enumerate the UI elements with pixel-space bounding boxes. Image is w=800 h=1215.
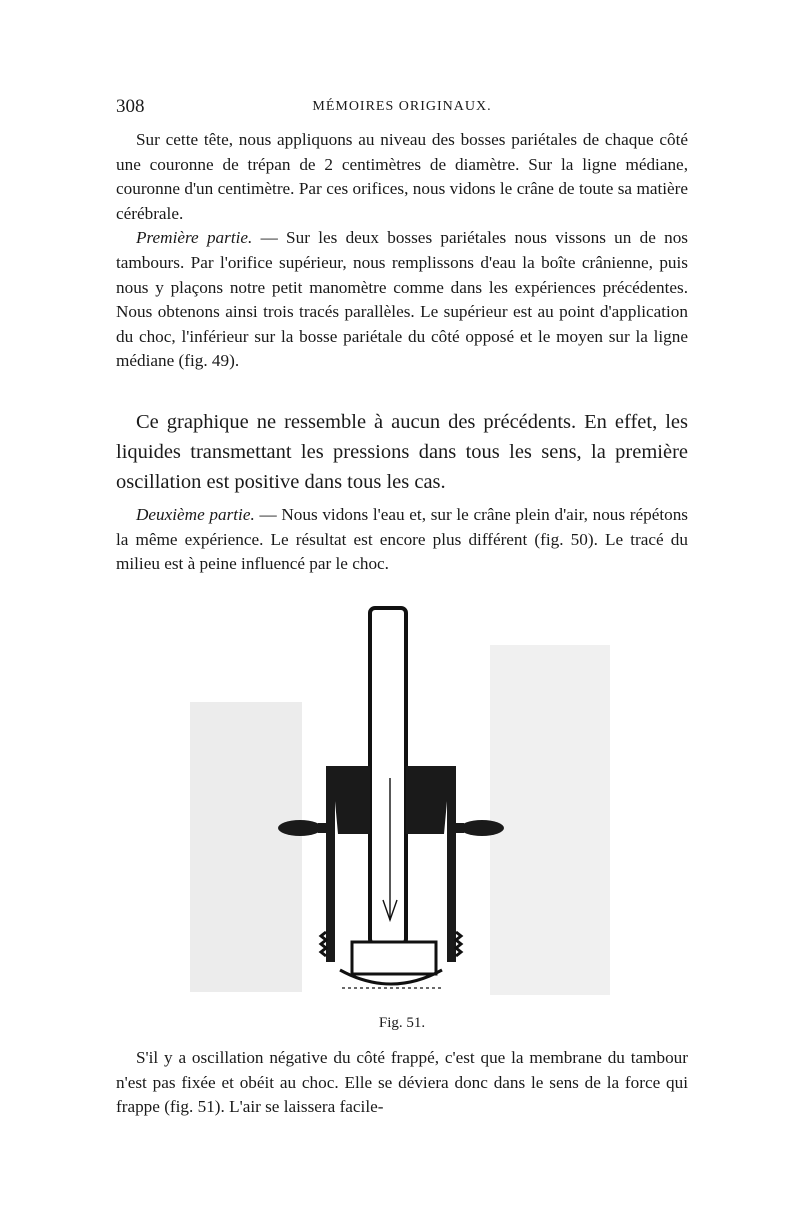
left-knob-stem [318, 823, 328, 833]
paragraph-deuxieme-text: — Nous vidons l'eau et, sur le crâne plein d'air, nous répétons la même expérience. Le résultat est encore plus différent (fig. 50). Le tracé du milieu est à peine influencé par le choc. [116, 505, 689, 574]
running-title: MÉMOIRES ORIGINAUX. [312, 99, 492, 114]
page-header [116, 96, 688, 120]
background-panel-left [190, 702, 302, 992]
text-block-deuxieme [116, 503, 688, 577]
figure-caption: Fig. 51. [378, 1015, 426, 1031]
right-knob [460, 820, 504, 836]
paragraph-premiere-partie [116, 226, 688, 374]
right-knob-stem [454, 823, 464, 833]
section-heading-deuxieme: Deuxième partie. [136, 505, 255, 524]
vessel-left-wall [326, 766, 335, 962]
figure-51 [190, 590, 610, 1000]
paragraph-trepan: Sur cette tête, nous appliquons au niveau des bosses pariétales de chaque côté une couronne de trépan de 2 centimètres de diamètre. Sur la ligne médiane, couronne d'un centimètre. Par ces orifices, nous vidons le crâne de toute sa matière cérébrale. [116, 130, 688, 223]
tambour-diagram [190, 590, 610, 1000]
background-panel-right [490, 645, 610, 995]
piston-head [352, 942, 436, 974]
paragraph-deuxieme-partie [116, 503, 688, 577]
paragraph-premiere-text: — Sur les deux bosses pariétales nous vissons un de nos tambours. Par l'orifice supérieur, nous remplissons d'eau la boîte crânienne, puis nous y plaçons notre petit manomètre comme dans les expériences précédentes. Nous obtenons ainsi trois tracés parallèles. Le supérieur est au point d'application du choc, l'inférieur sur la bosse pariétale du côté opposé et le moyen sur la ligne médiane (fig. 49). [116, 228, 688, 371]
vessel-right-wall [447, 766, 456, 962]
paragraph-graphique: Ce graphique ne ressemble à aucun des précédents. En effet, les liquides transmettant les pressions dans tous les sens, la première oscillation est positive dans tous les cas. [116, 411, 688, 493]
text-block-top [116, 128, 688, 374]
page-number: 308 [116, 96, 145, 117]
left-knob [278, 820, 322, 836]
text-block-large [116, 407, 688, 497]
section-heading-premiere: Première partie. [136, 228, 253, 248]
manometer-tube [370, 608, 406, 944]
text-block-bottom [116, 1046, 688, 1120]
paragraph-oscillation: S'il y a oscillation négative du côté frappé, c'est que la membrane du tambour n'est pas fixée et obéit au choc. Elle se déviera donc dans le sens de la force qui frappe (fig. 51). L'air se laissera facile- [116, 1048, 688, 1117]
